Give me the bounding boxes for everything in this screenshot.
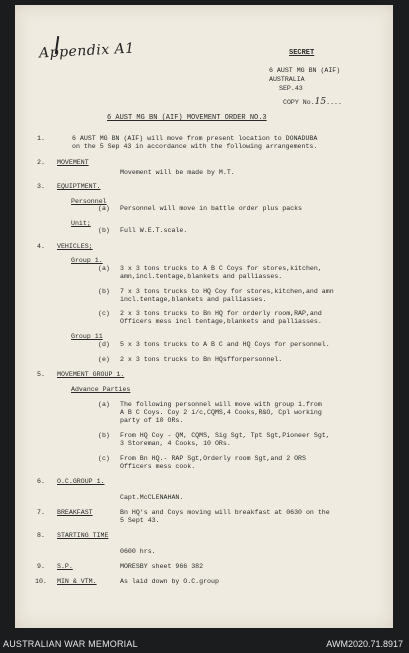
para-3a-text: Personnel will move in battle order plus packs [120, 205, 303, 212]
header-date: SEP.43 [279, 85, 303, 92]
para-3-number: 3. [37, 183, 45, 190]
para-5a-line-1: The following personnel will move with group 1.from [120, 401, 322, 408]
para-3-personnel-label: Personnel [71, 198, 107, 205]
para-8-number: 8. [37, 532, 45, 539]
para-5a-label: (a) [98, 401, 110, 408]
para-5c-label: (c) [98, 455, 110, 462]
para-3-unit-label: Unit; [71, 220, 91, 227]
para-2-text: Movement will be made by M.T. [120, 169, 235, 176]
document-page [15, 5, 393, 628]
para-9-text: MORESBY sheet 966 382 [120, 563, 204, 570]
para-4b-line-1: 7 x 3 tons trucks to HQ Coy for stores,kitchen,and amn [120, 288, 334, 295]
para-5-number: 5. [37, 371, 45, 378]
para-5b-line-2: 3 Storeman, 4 Cooks, 10 ORs. [120, 440, 231, 447]
para-4a-label: (a) [98, 265, 110, 272]
para-1-number: 1. [37, 135, 45, 142]
para-10-heading: MIN & VTM. [57, 578, 97, 585]
para-2-heading: MOVEMENT [57, 159, 89, 166]
para-3-heading: EQUIPTMENT. [57, 183, 101, 190]
para-2-number: 2. [37, 159, 45, 166]
para-9-heading: S.P. [57, 563, 73, 570]
copy-number: COPY No.15.... [283, 97, 342, 107]
para-8-text: 0600 hrs. [120, 548, 156, 555]
para-7-line-2: 5 Sept 43. [120, 517, 160, 524]
para-1-line-1: 6 AUST MG BN (AIF) will move from present location to DONADUBA [72, 135, 318, 142]
header-country: AUSTRALIA [269, 76, 305, 83]
para-4c-line-1: 2 x 3 tons trucks to Bn HQ for orderly room,RAP,and [120, 310, 322, 317]
footer-accession-number: AWM2020.71.8917 [326, 639, 403, 649]
para-6-number: 6. [37, 478, 45, 485]
para-4a-line-2: amn,incl.tentage,blankets and palliasses. [120, 273, 283, 280]
para-7-heading: BREAKFAST [57, 509, 93, 516]
para-4-group-1: Group 1. [71, 257, 103, 264]
para-5a-line-3: party of 10 ORs. [120, 417, 184, 424]
para-5b-label: (b) [98, 432, 110, 439]
para-5c-line-2: Officers mess cook. [120, 463, 196, 470]
para-3a-label: (a) [98, 205, 110, 212]
document-title: 6 AUST MG BN (AIF) MOVEMENT ORDER NO.3 [107, 114, 267, 122]
para-6-heading: O.C.GROUP 1. [57, 478, 105, 485]
para-4b-line-2: incl.tentage,blankets and palliasses. [120, 296, 267, 303]
para-4-number: 4. [37, 243, 45, 250]
archive-footer [0, 635, 409, 653]
para-9-number: 9. [37, 563, 45, 570]
para-5a-line-2: A B C Coys. Coy 2 i/c,CQMS,4 Cooks,R&O, Cpl working [120, 409, 322, 416]
para-8-heading: STARTING TIME [57, 532, 109, 539]
secret-label: SECRET [289, 49, 315, 57]
para-5-advance-parties: Advance Parties [71, 386, 131, 393]
para-4a-line-1: 3 x 3 tons trucks to A B C Coys for stores,kitchen, [120, 265, 322, 272]
para-6-text: Capt.McCLENAHAN. [120, 494, 184, 501]
para-3b-label: (b) [98, 227, 110, 234]
para-4c-label: (c) [98, 310, 110, 317]
para-5-heading: MOVEMENT GROUP 1. [57, 371, 125, 378]
para-1-line-2: on the 5 Sep 43 in accordance with the following arrangements. [72, 143, 318, 150]
footer-archive-name: AUSTRALIAN WAR MEMORIAL [3, 639, 138, 649]
para-4-heading: VEHICLES; [57, 243, 93, 250]
para-10-number: 10. [35, 578, 47, 585]
para-7-line-1: Bn HQ's and Coys moving will breakfast at 0630 on the [120, 509, 330, 516]
header-unit: 6 AUST MG BN (AIF) [269, 67, 341, 74]
para-4e-label: (e) [98, 356, 110, 363]
copy-number-label: COPY No. [283, 99, 315, 106]
para-10-text: As laid down by O.C.group [120, 578, 219, 585]
para-7-number: 7. [37, 509, 45, 516]
handwritten-annotation: Appendix A1 [38, 40, 135, 62]
para-5b-line-1: From HQ Coy - QM, CQMS, Sig Sgt, Tpt Sgt,Pioneer Sgt, [120, 432, 330, 439]
para-4e-text: 2 x 3 tons trucks to Bn HQsfforpersonnel. [120, 356, 283, 363]
para-4c-line-2: Officers mess incl tentage,blankets and palliasses. [120, 318, 322, 325]
para-4-group-2: Group 11 [71, 333, 103, 340]
para-4d-label: (d) [98, 341, 110, 348]
copy-number-value: 15 [314, 97, 327, 107]
para-5c-line-1: From Bn HQ.- RAP Sgt,Orderly room Sgt,and 2 ORS [120, 455, 306, 462]
para-4d-text: 5 x 3 tons trucks to A B C and HQ Coys for personnel. [120, 341, 330, 348]
para-4b-label: (b) [98, 288, 110, 295]
para-3b-text: Full W.E.T.scale. [120, 227, 188, 234]
